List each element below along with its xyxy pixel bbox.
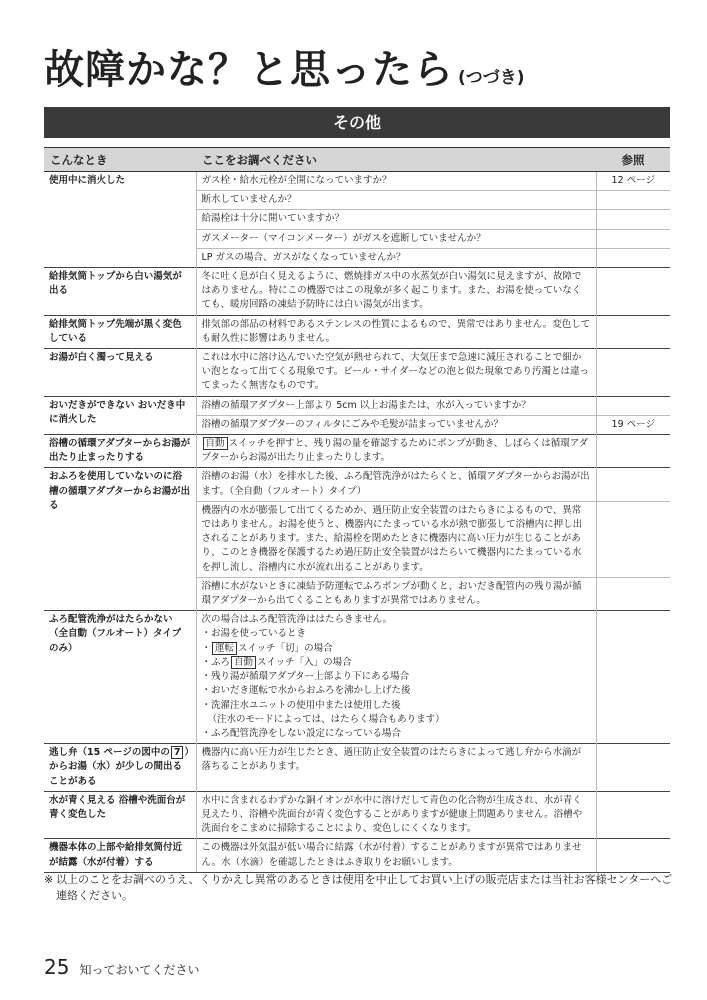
row-cause-text: ）からお湯（水）が少しの間出ることがある [49,747,190,787]
header-cause: こんなとき [44,148,196,172]
list-item-text: ・ [201,642,212,654]
header-check: ここをお調べください [196,148,596,172]
page-section-label: 知っておいてください [79,963,200,977]
table-row [44,839,670,872]
row-cause: 水が青く見える 浴槽や洗面台が青く変色した [44,791,196,839]
footnote [44,872,674,904]
row-ref-empty [596,839,670,872]
auto-key-label: 自動 [203,437,228,450]
row-cause-text: 逃し弁（15 ページの図中の [49,747,170,759]
row-cause: ふろ配管洗浄がはたらかない（全自動（フルオート）タイプのみ） [44,611,196,744]
row-check: 排気部の部品の材料であるステンレスの性質によるもので、異常ではありません。変色しても耐久性に影響はありません。 [196,315,596,348]
page-title-sub: (つづき) [458,68,525,88]
list-item [202,656,591,670]
table-row [44,435,670,468]
row-check-list [196,611,596,744]
list-item [202,642,591,656]
row-check: 水中に含まれるわずかな銅イオンが水中に溶けだして青色の化合物が生成され、水が青く見えたり、浴槽や洗面台が青く変色することがありますが健康上問題ありません。浴槽や洗面台をこまめに掃除することにより、変色しにくくなります。 [196,791,596,839]
row-ref-empty [596,191,670,210]
troubleshooting-table [44,147,670,873]
row-check: 浴槽の循環アダプターのフィルタにごみや毛髪が詰まっていませんか？ [196,415,596,434]
row-check: この機器は外気温が低い場合に結露（水が付着）することがありますが異常ではありません。水（水滴）を確認したときはふき取りをお願いします。 [196,839,596,872]
row-check-text: スイッチを押すと、残り湯の量を確認するためにポンプが動き、しばらくは循環アダプターからお湯が出たり止まったりします。 [201,438,589,464]
row-ref-empty [596,577,670,610]
row-ref-empty [596,435,670,468]
table-header-row [44,148,670,172]
row-ref-empty [596,210,670,229]
section-heading: その他 [44,107,670,138]
power-key-label: 運転 [212,642,237,655]
row-check: 浴槽に水がないときに凍結予防運転でふろポンプが動くと、おいだき配管内の残り湯が循環アダプターから出てくることもありますが異常ではありません。 [196,577,596,610]
header-ref: 参照 [596,148,670,172]
table-row [44,315,670,348]
row-check: 機器内に高い圧力が生じたとき、過圧防止安全装置のはたらきによって逃し弁から水滴が落ちることがあります。 [196,744,596,792]
row-cause: おいだきができない おいだき中に消火した [44,396,196,434]
row-cause: おふろを使用していないのに浴槽の循環アダプターからお湯が出る [44,468,196,611]
row-ref-empty [596,315,670,348]
row-ref: 19 ページ [596,415,670,434]
row-check: 断水していませんか？ [196,191,596,210]
row-ref-empty [596,396,670,415]
row-ref-empty [596,611,670,744]
row-check: 浴槽の循環アダプター上部より 5cm 以上お湯または、水が入っていますか？ [196,396,596,415]
row-check: 浴槽のお湯（水）を排水した後、ふろ配管洗浄がはたらくと、循環アダプターからお湯が出ます。（全自動（フルオート）タイプ） [196,468,596,501]
list-intro: 次の場合はふろ配管洗浄ははたらきません。 [201,614,393,626]
row-cause: お湯が白く濁って見える [44,349,196,397]
list-item-text: スイッチ「入」の場合 [257,656,352,668]
row-ref-empty [596,744,670,792]
row-check: これは水中に溶け込んでいた空気が熱せられて、大気圧まで急速に減圧されることで細かい泡となって出てくる現象です。ビール・サイダーなどの泡と似た現象であり汚濁とは違ってまったく無害なものです。 [196,349,596,397]
row-cause [44,744,196,792]
table-row [44,791,670,839]
page-footer [44,955,199,979]
row-ref-empty [596,248,670,267]
list-item: ・ふろ配管洗浄をしない設定になっている場合 [201,727,402,739]
table-row [44,611,670,744]
table-row [44,172,670,191]
row-ref-empty [596,501,670,577]
table-row [44,468,670,501]
row-check: 冬に吐く息が白く見えるように、燃焼排ガス中の水蒸気が白い湯気に見えますが、故障ではありません。特にこの機器ではこの現象が多く起こります。また、お湯を使っていなくても、暖房回路の凍結予防時には白い湯気が出ます。 [196,268,596,316]
row-ref-empty [596,229,670,248]
row-ref-empty [596,468,670,501]
auto-key-label: 自動 [231,656,256,669]
row-cause: 使用中に消火した [44,172,196,268]
list-item-note: （注水のモードによっては、はたらく場合もあります） [207,713,445,725]
list-item: ・洗濯注水ユニットの使用中または使用した後 [201,699,401,711]
row-ref-empty [596,268,670,316]
row-ref-empty [596,349,670,397]
footnote-text: 以上のことをお調べのうえ、くりかえし異常のあるときは使用を中止してお買い上げの販売店または当社お客様センターへご連絡ください。 [56,873,673,902]
list-item: ・残り湯が循環アダプター上部より下にある場合 [201,671,410,683]
row-ref: 12 ページ [596,172,670,191]
row-cause: 機器本体の上部や給排気筒付近が結露（水が付着）する [44,839,196,872]
table-row [44,744,670,792]
list-item-text: スイッチ「切」の場合 [238,642,333,654]
table-row [44,349,670,397]
row-cause: 給排気筒トップ先端が黒く変色している [44,315,196,348]
list-item-text: ・ふろ [201,656,231,668]
row-check: LP ガスの場合、ガスがなくなっていませんか？ [196,248,596,267]
part-number-label: 7 [171,746,184,759]
row-cause: 給排気筒トップから白い湯気が出る [44,268,196,316]
row-ref-empty [596,791,670,839]
row-cause: 浴槽の循環アダプターからお湯が出たり止まったりする [44,435,196,468]
list-item: ・お湯を使っているとき [201,628,307,640]
page-number: 25 [44,955,70,979]
page-title-main: 故障かな？と思ったら [44,47,454,93]
row-check: 給湯栓は十分に開いていますか？ [196,210,596,229]
table-row [44,268,670,316]
footnote-mark: ※ [44,873,54,886]
table-row [44,396,670,415]
row-check: 機器内の水が膨張して出てくるためか、過圧防止安全装置のはたらきによるもので、異常ではありません。お湯を使うと、機器内にたまっている水が熱で膨張して浴槽内に押し出されることがあります。また、給湯栓を閉めたときに機器内に高い圧力が生じることがあり、このとき機器を保護するため過圧防止安全装置がはたらいて機器内にたまっている水を押し流し、浴槽内に水が流れ出ることがあります。 [196,501,596,577]
row-check: ガス栓・給水元栓が全開になっていますか？ [196,172,596,191]
row-check [196,435,596,468]
row-check: ガスメーター（マイコンメーター）がガスを遮断していませんか？ [196,229,596,248]
page-title [44,38,525,95]
list-item: ・おいだき運転で水からおふろを沸かし上げた後 [201,685,411,697]
